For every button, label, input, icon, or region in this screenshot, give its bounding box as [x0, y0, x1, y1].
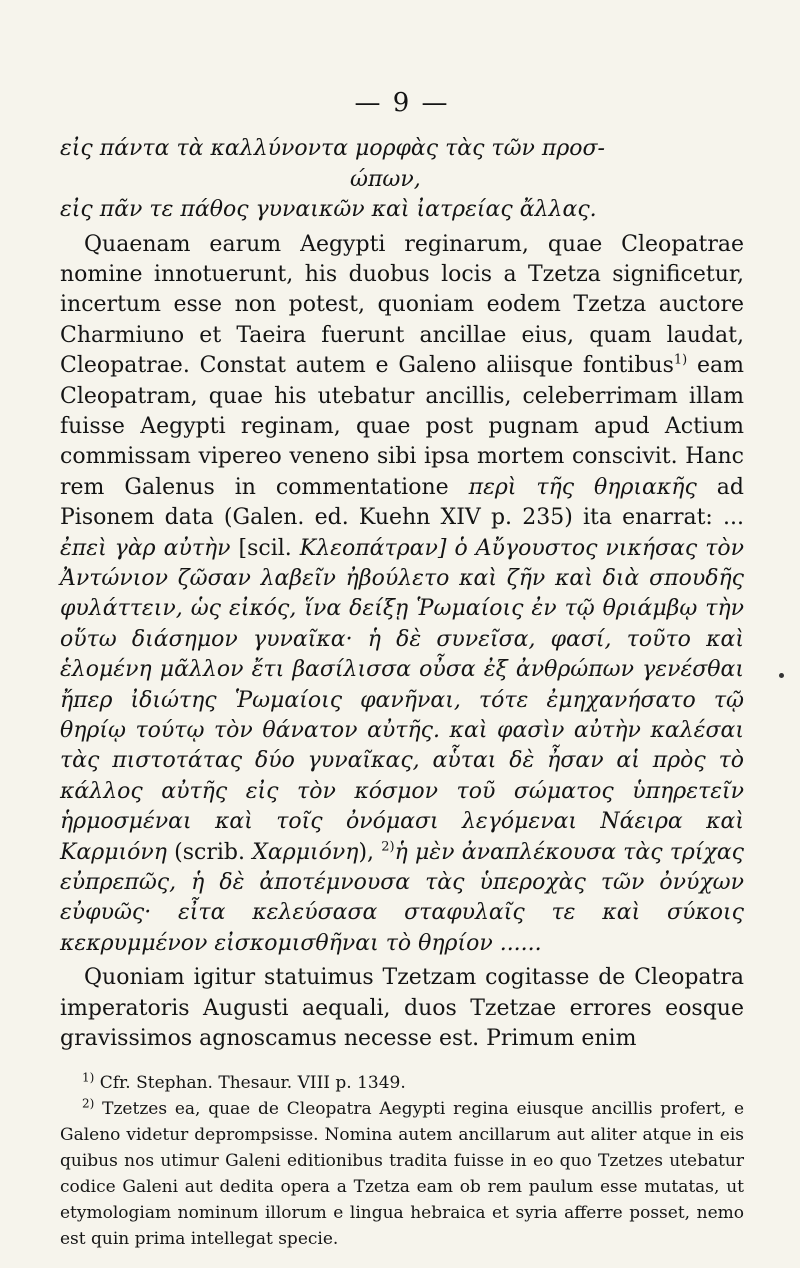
greek-verse-line-3: εἰς πᾶν τε πάθος γυναικῶν καὶ ἰατρείας ἄλλας.	[60, 197, 597, 222]
footnote-ref-1: 1)	[673, 352, 688, 368]
greek-quote: Χαρμιόνη	[252, 839, 359, 865]
footnote-text: Tzetzes ea, quae de Cleopatra Aegypti regina eiusque ancillis profert, e Galeno videtur deprompsisse. Nomina autem ancillarum aut aliter atque in eis quibus nos utimur Galeni editionibus tradita fuisse in eo quo Tzetzes utebatur codice Galeni aut dedita opera a Tzetza eam ob rem paulum esse mutatas, ut etymologiam nominum illorum e lingua hebraica et syria afferre posset, nemo est quin prima intellegat specie.	[60, 1099, 745, 1250]
page-number: — 9 —	[354, 88, 450, 118]
main-paragraph-2	[60, 963, 744, 1054]
paragraph-text: [scil.	[230, 535, 300, 561]
footnote-ref-2: 2)	[381, 839, 395, 855]
paragraph-text: Quoniam igitur statuimus Tzetzam cogitasse de Cleopatra imperatoris Augusti aequali, duos Tzetzae errores eosque gravissimos agnoscamus necesse est. Primum enim	[60, 965, 744, 1052]
greek-verse-block	[60, 134, 744, 226]
paragraph-text: ),	[358, 839, 382, 865]
footnote-text: Cfr. Stephan. Thesaur. VIII p. 1349.	[99, 1073, 406, 1094]
greek-verse-line-2: ώπων,	[350, 166, 421, 192]
greek-quote: Κλεοπάτραν] ὁ Αὔγουστος νικήσας τὸν Ἀντώνιον ζῶσαν λαβεῖν ἠβούλετο καὶ ζῆν καὶ διὰ σπουδῆς φυλάττειν, ὡς εἰκός, ἵνα δείξῃ Ῥωμαίοις ἐν τῷ θριάμβῳ τὴν οὕτω διάσημον γυναῖκα· ἡ δὲ συνεῖσα, φασί, τοῦτο καὶ ἑλομένη μᾶλλον ἔτι βασίλισσα οὖσα ἐξ ἀνθρώπων γενέσθαι ἤπερ ἰδιώτης Ῥωμαίοις φανῆναι, τότε ἐμηχανήσατο τῷ θηρίῳ τούτῳ τὸν θάνατον αὐτῆς. καὶ φασὶν αὐτὴν καλέσαι τὰς πιστοτάτας δύο γυναῖκας, αὗται δὲ ἦσαν αἱ πρὸς τὸ κάλλος αὐτῆς εἰς τὸν κόσμον τοῦ σώματος ὑπηρετεῖν ἡρμοσμέναι καὶ τοῖς ὀνόμασι λεγόμεναι Νάειρα καὶ Καρμιόνη	[60, 535, 745, 865]
greek-quote: ἐπεὶ γὰρ αὐτὴν	[60, 535, 231, 561]
footnote-1	[60, 1070, 744, 1096]
greek-verse-line-1: εἰς πάντα τὰ καλλύνοντα μορφὰς τὰς τῶν προσ-	[60, 136, 605, 161]
greek-title: περὶ τῆς θηριακῆς	[468, 474, 697, 500]
paragraph-text: (scrib.	[166, 839, 253, 865]
paragraph-text: eam Cleopatram, quae his utebatur ancillis, celeberrimam illam fuisse Aegypti reginam, quae post pugnam apud Actium commissam vipereo veneno sibi ipsa mortem conscivit. Hanc rem Galenus in commentatione	[60, 353, 744, 500]
paragraph-text: Quaenam earum Aegypti reginarum, quae Cleopatrae nomine innotuerunt, his duobus locis a Tzetza significetur, incertum esse non potest, quoniam eodem Tzetza auctore Charmiuno et Taeira fuerunt ancillae eius, quam laudat, Cleopatrae. Constat autem e Galeno aliisque fontibus	[60, 231, 744, 379]
main-paragraph-1	[60, 230, 744, 960]
margin-dot	[779, 673, 784, 678]
paragraph-text: ad Pisonem data (Galen. ed. Kuehn XIV p. 235) ita enarrat: ...	[60, 474, 744, 531]
footnote-mark: 2)	[82, 1096, 95, 1111]
footnote-mark: 1)	[82, 1070, 95, 1085]
greek-quote: ἡ μὲν ἀναπλέκουσα τὰς τρίχας εὐπρεπῶς, ἡ δὲ ἀποτέμνουσα τὰς ὑπεροχὰς τῶν ὀνύχων εὐφυῶς· εἶτα κελεύσασα σταφυλαῖς τε καὶ σύκοις κεκρυμμένον εἰσκομισθῆναι τὸ θηρίον ......	[60, 839, 744, 956]
footnote-2	[60, 1096, 744, 1252]
footnotes	[60, 1070, 744, 1252]
